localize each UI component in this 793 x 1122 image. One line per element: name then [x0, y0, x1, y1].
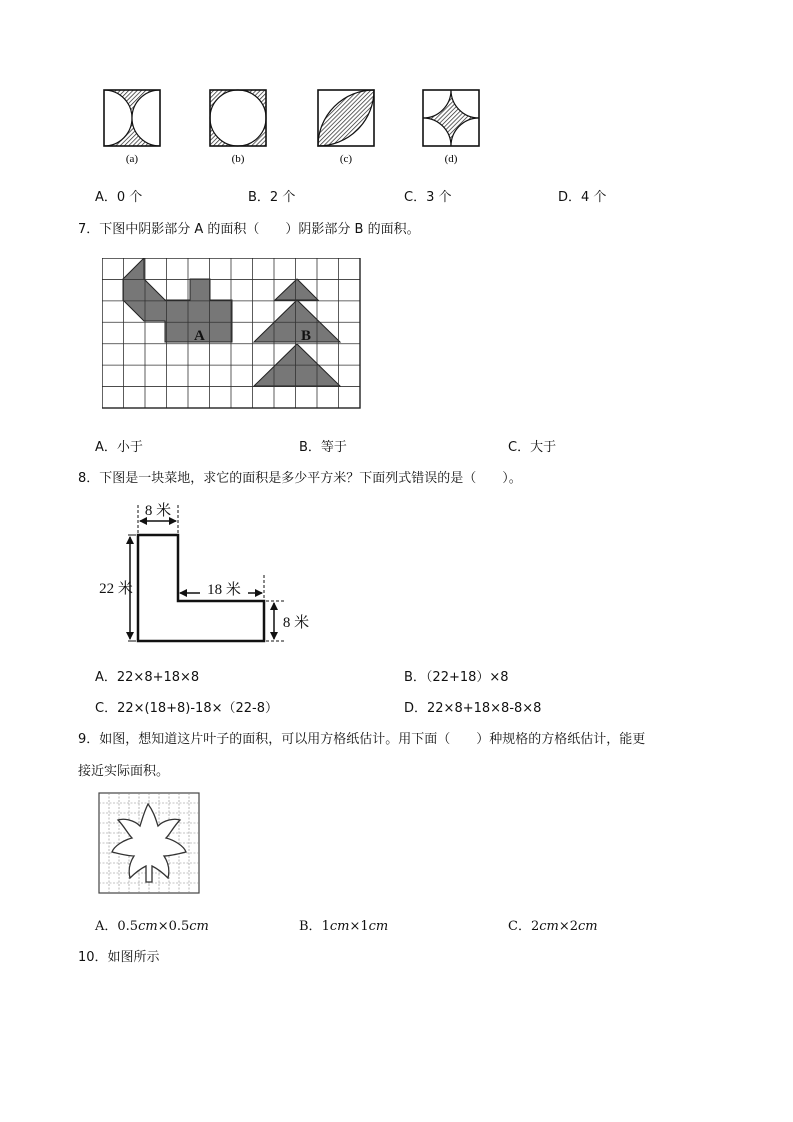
figure-a-label: (a)	[125, 153, 139, 165]
shape-b-middle	[254, 300, 340, 342]
q9-option-c-times: ×	[558, 919, 570, 934]
q9-option-c-letter: C．	[508, 919, 531, 934]
q6-option-b: B．2 个	[248, 190, 296, 205]
q9-option-a-num2: 0.5	[168, 919, 190, 934]
q10-question-text: 10．如图所示	[78, 950, 160, 965]
shape-a-label: A	[194, 328, 205, 344]
figure-b-label: (b)	[231, 153, 245, 165]
q6-option-c: C．3 个	[404, 190, 452, 205]
figure-b	[210, 90, 266, 146]
q9-option-b-unit2: cm	[368, 919, 389, 934]
q9-option-b-letter: B．	[299, 919, 322, 934]
q6-option-a: A．0 个	[95, 190, 143, 205]
q7-question-text: 7．下图中阴影部分 A 的面积（ ）阴影部分 B 的面积。	[78, 222, 420, 237]
q9-question-line2: 接近实际面积。	[78, 764, 170, 779]
q9-option-c-num2: 2	[569, 919, 579, 934]
shape-b-label: B	[301, 328, 312, 344]
q9-question-line1: 9．如图，想知道这片叶子的面积，可以用方格纸估计。用下面（ ）种规格的方格纸估计，能更	[78, 732, 646, 747]
q9-option-b-unit1: cm	[329, 919, 350, 934]
q8-option-a: A．22×8+18×8	[95, 670, 200, 685]
q9-option-c-unit2: cm	[578, 919, 598, 934]
q9-option-b	[299, 915, 388, 934]
q6-option-d: D．4 个	[558, 190, 607, 205]
q9-option-a	[95, 915, 209, 934]
q9-option-a-unit2: cm	[189, 919, 209, 934]
figure-a	[90, 90, 188, 146]
figure-d-label: (d)	[444, 153, 458, 165]
q9-option-c-num1: 2	[530, 919, 540, 934]
q8-option-d: D．22×8+18×8-8×8	[404, 701, 542, 716]
q9-option-a-times: ×	[157, 919, 169, 934]
q6-figures	[90, 82, 500, 167]
dim-left-label: 22 米	[99, 581, 133, 597]
q7-grid-figure	[102, 258, 364, 410]
shape-a	[123, 258, 232, 342]
dim-middle-label: 18 米	[207, 582, 241, 598]
shape-b-top	[275, 279, 318, 300]
q7-option-b: B．等于	[299, 440, 347, 455]
figure-c-label: (c)	[339, 153, 353, 165]
q9-option-b-num2: 1	[360, 919, 369, 934]
q8-question-text: 8．下图是一块菜地，求它的面积是多少平方米？下面列式错误的是（ ）。	[78, 471, 522, 486]
q7-option-c: C．大于	[508, 440, 557, 455]
q7-option-a: A．小于	[95, 440, 143, 455]
dim-right-label: 8 米	[282, 615, 310, 631]
q9-option-b-times: ×	[349, 919, 361, 934]
figure-c	[318, 90, 374, 146]
dim-top-label: 8 米	[144, 503, 172, 519]
q8-l-shape-figure	[90, 495, 330, 650]
q8-option-c: C．22×(18+8)-18×（22-8）	[95, 701, 278, 716]
q9-option-c-unit1: cm	[539, 919, 559, 934]
q9-option-a-letter: A．	[95, 919, 118, 934]
q9-option-a-unit1: cm	[138, 919, 158, 934]
q9-option-c	[508, 915, 598, 934]
q9-option-a-num1: 0.5	[117, 919, 139, 934]
q8-option-b: B．（22+18）×8	[404, 670, 509, 685]
q9-leaf-grid-figure	[98, 792, 202, 896]
q9-option-b-num1: 1	[321, 919, 330, 934]
